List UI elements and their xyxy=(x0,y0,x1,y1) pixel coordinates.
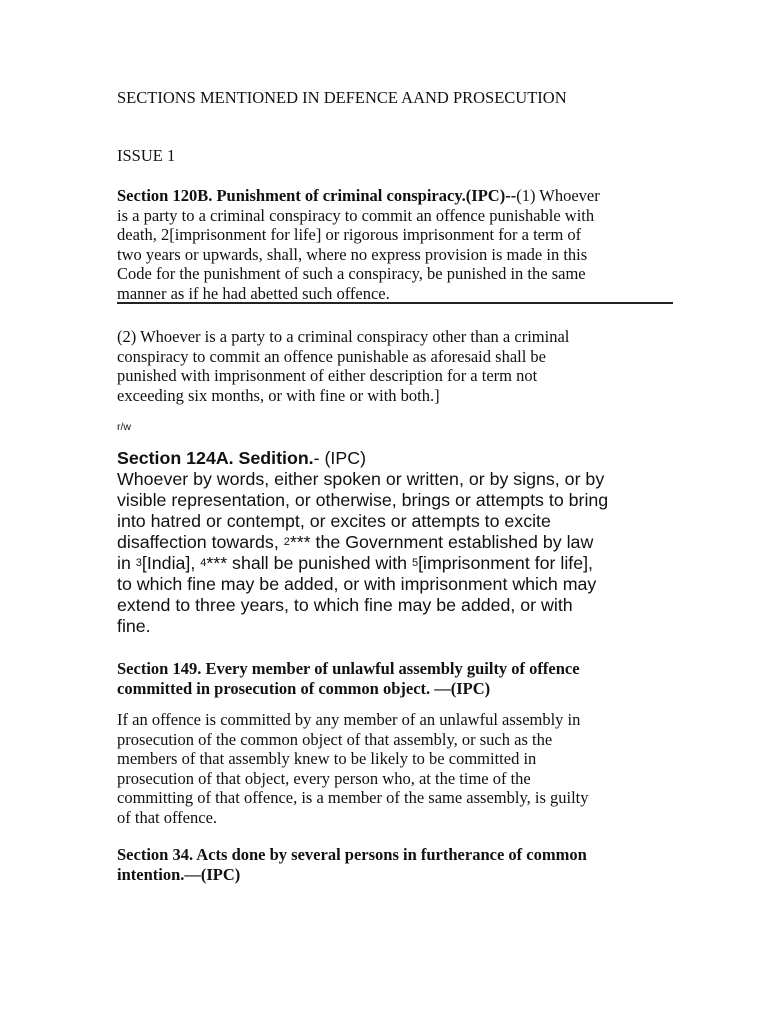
section-149-line: committing of that offence, is a member of the same assembly, is guilty xyxy=(117,788,589,808)
section-120b-line-6: manner as if he had abetted such offence. xyxy=(117,283,390,303)
section-124a-title-suffix: - (IPC) xyxy=(313,448,366,468)
section-124a-line-8: fine. xyxy=(117,616,151,636)
read-with-text: r/w xyxy=(117,421,131,433)
document-title xyxy=(117,88,567,108)
section-149-heading-line: committed in prosecution of common object. —(IPC) xyxy=(117,678,491,698)
section-120b-heading: Section 120B. Punishment of criminal conspiracy.(IPC)-- xyxy=(117,186,517,205)
section-124a-line-4 xyxy=(117,532,608,553)
text-run: *** the Government established by law xyxy=(289,532,594,552)
section-124a-heading xyxy=(117,448,608,469)
text-run: [imprisonment for life], xyxy=(418,553,593,573)
section-120b-line-5: Code for the punishment of such a conspiracy, be punished in the same xyxy=(117,264,586,284)
section-149-heading xyxy=(117,659,580,698)
section-34-heading-line: Section 34. Acts done by several persons in furtherance of common xyxy=(117,845,587,864)
section-34-heading-line: intention.—(IPC) xyxy=(117,864,241,884)
footnote-marker: 5 xyxy=(411,557,419,569)
section-124a-line-5 xyxy=(117,553,608,574)
section-124a-line-3: into hatred or contempt, or excites or attempts to excite xyxy=(117,511,551,531)
section-120b-2-line: (2) Whoever is a party to a criminal conspiracy other than a criminal xyxy=(117,327,570,346)
section-124a-line-2: visible representation, or otherwise, brings or attempts to bring xyxy=(117,490,609,510)
section-124a-line-6: to which fine may be added, or with imprisonment which may xyxy=(117,574,597,594)
section-120b-paragraph-2 xyxy=(117,327,569,405)
section-124a xyxy=(117,448,608,637)
section-120b-line-3: death, 2[imprisonment for life] or rigorous imprisonment for a term of xyxy=(117,225,582,245)
section-149-line: members of that assembly knew to be likely to be committed in xyxy=(117,749,537,769)
text-run: [India], xyxy=(141,553,201,573)
issue-heading-text: ISSUE 1 xyxy=(117,146,176,165)
read-with-note xyxy=(117,421,131,433)
section-124a-title: Section 124A. Sedition. xyxy=(117,448,314,468)
footnote-marker: 2 xyxy=(283,536,290,548)
section-149-body xyxy=(117,710,589,828)
section-149-line: prosecution of that object, every person who, at the time of the xyxy=(117,768,531,788)
document-title-text: SECTIONS MENTIONED IN DEFENCE AAND PROSECUTION xyxy=(117,88,567,107)
section-124a-line-7: extend to three years, to which fine may be added, or with xyxy=(117,595,573,615)
issue-heading xyxy=(117,146,175,166)
text-run: *** shall be punished with xyxy=(206,553,412,573)
section-120b-clause-1-start: (1) Whoever xyxy=(516,186,600,205)
section-120b-line-2: is a party to a criminal conspiracy to commit an offence punishable with xyxy=(117,205,595,225)
text-run: disaffection towards, xyxy=(117,532,284,552)
section-120b-line-1 xyxy=(117,186,600,206)
section-120b-paragraph-1 xyxy=(117,186,600,304)
section-149-line: prosecution of the common object of that assembly, or such as the xyxy=(117,729,553,749)
section-34-heading xyxy=(117,845,587,884)
text-run: in xyxy=(117,553,136,573)
footnote-marker: 4 xyxy=(200,557,207,569)
section-120b-2-line: conspiracy to commit an offence punishable as aforesaid shall be xyxy=(117,346,547,366)
section-120b-2-line: punished with imprisonment of either description for a term not xyxy=(117,366,538,386)
section-149-line: of that offence. xyxy=(117,807,218,827)
footnote-marker: 3 xyxy=(135,557,142,569)
horizontal-rule xyxy=(117,302,673,304)
section-120b-2-line: exceeding six months, or with fine or with both.] xyxy=(117,385,440,405)
section-149-line: If an offence is committed by any member of an unlawful assembly in xyxy=(117,710,581,729)
section-120b-line-4: two years or upwards, shall, where no express provision is made in this xyxy=(117,244,588,264)
section-124a-line-1: Whoever by words, either spoken or written, or by signs, or by xyxy=(117,469,605,489)
section-149-heading-line: Section 149. Every member of unlawful assembly guilty of offence xyxy=(117,659,580,678)
